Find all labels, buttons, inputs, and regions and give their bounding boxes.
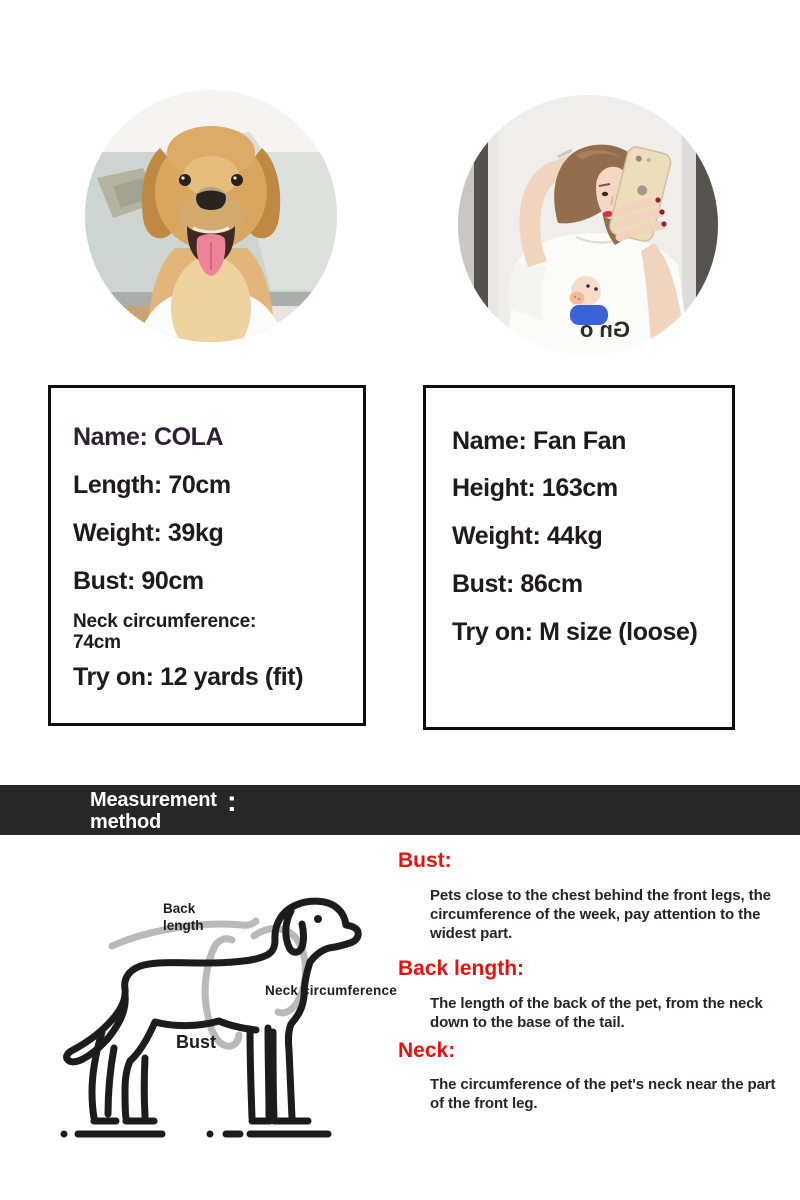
model-tryon-line: Try on: M size (loose) [452, 618, 698, 646]
neck-description: The circumference of the pet's neck near the part of the front leg. [430, 1076, 776, 1112]
back-length-heading: Back length: [398, 957, 525, 980]
model-info-card [423, 385, 735, 730]
pet-length-line: Length: 70cm [73, 471, 231, 499]
back-length-label: Back length [163, 901, 204, 933]
banner-title: Measurement method [90, 789, 217, 833]
pet-neck-line: Neck circumference: 74cm [73, 611, 257, 653]
golden-retriever-illustration [85, 90, 337, 342]
model-name-line: Name: Fan Fan [452, 427, 626, 455]
pet-weight-line: Weight: 39kg [73, 519, 224, 547]
model-photo [458, 95, 718, 355]
neck-circumference-label: Neck circumference [265, 983, 397, 998]
measurement-method-banner [0, 785, 800, 835]
pet-photo [85, 90, 337, 342]
mirrored-shirt-text [580, 317, 630, 342]
pet-info-card [48, 385, 366, 726]
model-weight-line: Weight: 44kg [452, 522, 603, 550]
bust-heading: Bust: [398, 849, 452, 872]
svg-text:Gn o: Gn o [579, 317, 630, 342]
model-bust-line: Bust: 86cm [452, 570, 583, 598]
model-height-line: Height: 163cm [452, 474, 618, 502]
bust-label: Bust [176, 1032, 216, 1052]
model-selfie-illustration [458, 95, 718, 355]
pet-bust-line: Bust: 90cm [73, 567, 204, 595]
neck-heading: Neck: [398, 1039, 456, 1062]
banner-colon: : [227, 786, 237, 818]
pet-name-line: Name: COLA [73, 423, 224, 451]
bust-description: Pets close to the chest behind the front legs, the circumference of the week, pay attention to the widest part. [430, 887, 771, 942]
back-length-description: The length of the back of the pet, from the neck down to the base of the tail. [430, 995, 763, 1031]
pet-tryon-line: Try on: 12 yards (fit) [73, 663, 304, 691]
dog-outline [67, 901, 359, 1134]
